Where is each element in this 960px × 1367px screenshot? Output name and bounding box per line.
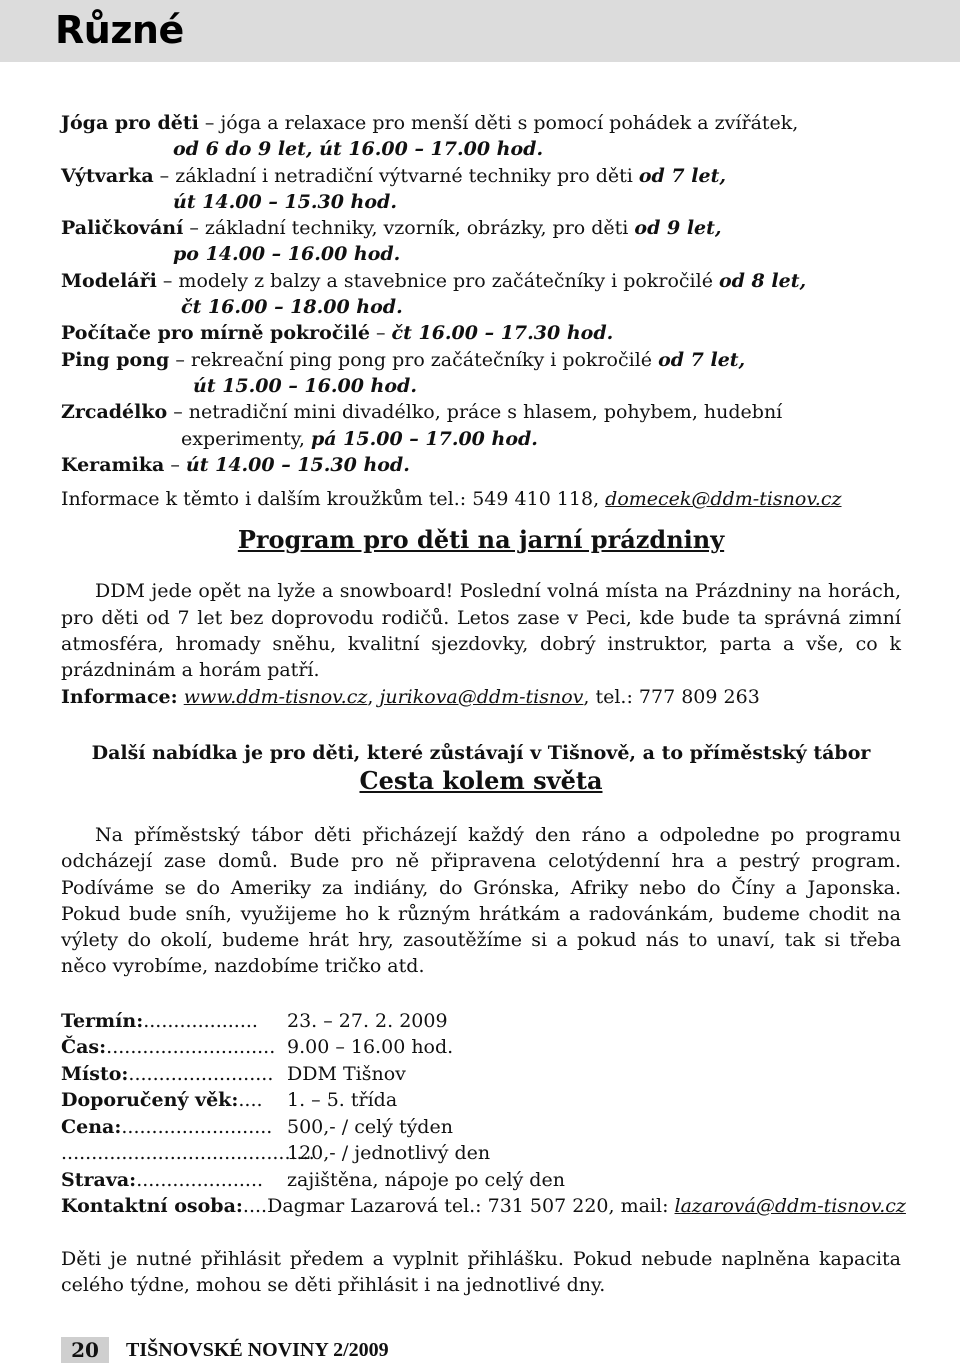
detail-dots: ......................... bbox=[121, 1115, 273, 1138]
info-text: Informace k těmto i dalším kroužkům tel.: 549 410 118, bbox=[61, 488, 606, 511]
detail-dots: ..................... bbox=[136, 1168, 264, 1191]
course-modelari bbox=[61, 268, 901, 294]
course-time-text: pá 15.00 – 17.00 hod. bbox=[310, 427, 538, 450]
program-text: DDM jede opět na lyže a snowboard! Poslední volná místa na Prázdniny na horách, pro děti od 7 let bez doprovodu rodičů. Letos zase v Peci, kde bude ta správná zimní atmosféra, hromady sněhu, kvalitní sjezdovky, dobrý instruktor, parta a vše, co k prázdninám a horám patří. bbox=[61, 580, 901, 682]
detail-dots: ................... bbox=[143, 1009, 258, 1032]
course-time bbox=[61, 426, 901, 452]
course-name: Zrcadélko bbox=[61, 401, 168, 424]
course-name: Ping pong bbox=[61, 348, 170, 371]
camp-subheading: Další nabídka je pro děti, které zůstávají v Tišnově, a to příměstský tábor bbox=[91, 741, 871, 764]
detail-value: Dagmar Lazarová tel.: 731 507 220, mail: bbox=[267, 1195, 675, 1218]
page-number: 20 bbox=[61, 1337, 109, 1363]
course-vytvarka bbox=[61, 163, 901, 189]
course-time bbox=[61, 373, 901, 399]
course-time-text: út 15.00 – 16.00 hod. bbox=[193, 374, 417, 397]
course-pocitace bbox=[61, 320, 901, 346]
detail-dots: ............................ bbox=[106, 1036, 276, 1059]
course-time bbox=[61, 189, 901, 215]
detail-row bbox=[61, 1034, 901, 1061]
detail-label: Termín: bbox=[61, 1009, 144, 1032]
program-info-label: Informace: bbox=[61, 685, 178, 708]
content bbox=[61, 110, 906, 1298]
course-zrcadelko bbox=[61, 399, 901, 425]
camp-heading: Cesta kolem světa bbox=[359, 765, 603, 795]
course-time bbox=[61, 241, 901, 267]
course-desc: – modely z balzy a stavebnice pro začátečníky i pokročilé bbox=[156, 269, 719, 292]
camp-paragraph bbox=[61, 822, 901, 980]
camp-details bbox=[61, 1008, 906, 1220]
course-time-text: čt 16.00 – 18.00 hod. bbox=[181, 296, 403, 319]
program-paragraph bbox=[61, 578, 901, 709]
detail-row bbox=[61, 1193, 906, 1220]
program-heading: Program pro děti na jarní prázdniny bbox=[237, 525, 725, 555]
detail-dots: ........................ bbox=[128, 1062, 274, 1085]
info-line bbox=[61, 486, 901, 512]
detail-label: Doporučený věk: bbox=[61, 1089, 239, 1112]
contact-email-link[interactable]: lazarová@ddm-tisnov.cz bbox=[674, 1195, 906, 1218]
course-name: Jóga pro děti bbox=[61, 112, 199, 134]
program-phone: , tel.: 777 809 263 bbox=[583, 685, 760, 708]
info-email-link[interactable]: domecek@ddm-tisnov.cz bbox=[605, 488, 842, 511]
detail-label: Místo: bbox=[61, 1062, 129, 1085]
detail-value: 23. – 27. 2. 2009 bbox=[287, 1009, 448, 1032]
detail-value: 500,- / celý týden bbox=[287, 1115, 453, 1138]
course-age: od 7 let, bbox=[638, 164, 726, 187]
separator: , bbox=[367, 685, 380, 708]
detail-row bbox=[61, 1167, 901, 1194]
detail-label: Kontaktní osoba: bbox=[61, 1195, 243, 1218]
detail-row bbox=[61, 1140, 901, 1167]
course-age: od 9 let, bbox=[634, 217, 722, 240]
page-title: Různé bbox=[55, 8, 184, 52]
course-name: Počítače pro mírně pokročilé bbox=[61, 322, 370, 345]
program-email-link[interactable]: jurikova@ddm-tisnov bbox=[379, 685, 584, 708]
camp-note: Děti je nutné přihlásit předem a vyplnit přihlášku. Pokud nebude naplněna kapacita celého týdne, mohou se děti přihlásit i na jednotlivé dny. bbox=[61, 1247, 901, 1297]
detail-row bbox=[61, 1114, 901, 1141]
course-pingpong bbox=[61, 347, 901, 373]
course-time-text: út 14.00 – 15.30 hod. bbox=[185, 453, 410, 476]
course-age: od 7 let, bbox=[658, 348, 746, 371]
program-info bbox=[61, 684, 901, 710]
course-desc: – jóga a relaxace pro menší děti s pomocí pohádek a zvířátek, bbox=[198, 112, 799, 134]
course-joga bbox=[61, 110, 901, 136]
detail-value: 120,- / jednotlivý den bbox=[287, 1142, 491, 1165]
course-age: od 8 let, bbox=[718, 269, 807, 292]
course-keramika bbox=[61, 452, 901, 478]
detail-dots: .... bbox=[242, 1195, 268, 1218]
detail-value: 9.00 – 16.00 hod. bbox=[287, 1036, 454, 1059]
detail-row bbox=[61, 1008, 901, 1035]
course-desc-cont: experimenty, bbox=[181, 427, 311, 450]
course-palickovani bbox=[61, 215, 901, 241]
course-name: Výtvarka bbox=[61, 164, 154, 187]
detail-label: Čas: bbox=[61, 1036, 107, 1059]
detail-dots: .... bbox=[238, 1089, 263, 1112]
detail-label: Strava: bbox=[61, 1168, 137, 1191]
course-time bbox=[61, 136, 901, 162]
detail-label: Cena: bbox=[61, 1115, 122, 1138]
detail-value: DDM Tišnov bbox=[287, 1062, 406, 1085]
detail-value: 1. – 5. třída bbox=[287, 1089, 398, 1112]
detail-dots: .......................................... bbox=[61, 1142, 315, 1165]
course-desc: – bbox=[164, 453, 186, 476]
camp-text: Na příměstský tábor děti přicházejí každý den ráno a odpoledne po programu odcházejí zase domů. Bude pro ně připravena celotýdenní hra a pestrý program. Podíváme se do Ameriky za indiány, do Grónska, Afriky nebo do Číny a Japonska. Pokud bude sníh, využijeme ho k různým hrátkám a radovánkám, budeme chodit na výlety do okolí, budeme hrát hry, zasoutěžíme si a pokud nás to unaví, tak si třeba něco vyrobíme, nazdobíme tričko atd. bbox=[61, 823, 901, 978]
detail-row bbox=[61, 1061, 901, 1088]
course-name: Keramika bbox=[61, 453, 165, 476]
course-desc: – bbox=[369, 322, 392, 345]
detail-row bbox=[61, 1087, 901, 1114]
course-desc: – rekreační ping pong pro začátečníky i pokročilé bbox=[169, 348, 659, 371]
course-desc: – netradiční mini divadélko, práce s hlasem, pohybem, hudební bbox=[167, 401, 783, 424]
course-time-text: od 6 do 9 let, út 16.00 – 17.00 hod. bbox=[173, 138, 544, 161]
program-web-link[interactable]: www.ddm-tisnov.cz bbox=[183, 685, 368, 708]
detail-value: zajištěna, nápoje po celý den bbox=[287, 1168, 565, 1191]
course-time-text: út 14.00 – 15.30 hod. bbox=[173, 190, 397, 213]
course-name: Paličkování bbox=[61, 217, 184, 240]
course-time-text: čt 16.00 – 17.30 hod. bbox=[391, 322, 614, 345]
course-name: Modeláři bbox=[61, 269, 157, 292]
course-desc: – základní i netradiční výtvarné techniky pro děti bbox=[153, 164, 639, 187]
publication-name: TIŠNOVSKÉ NOVINY 2/2009 bbox=[126, 1339, 389, 1361]
course-time bbox=[61, 294, 901, 320]
course-time-text: po 14.00 – 16.00 hod. bbox=[173, 243, 401, 266]
course-desc: – základní techniky, vzorník, obrázky, pro děti bbox=[183, 217, 635, 240]
